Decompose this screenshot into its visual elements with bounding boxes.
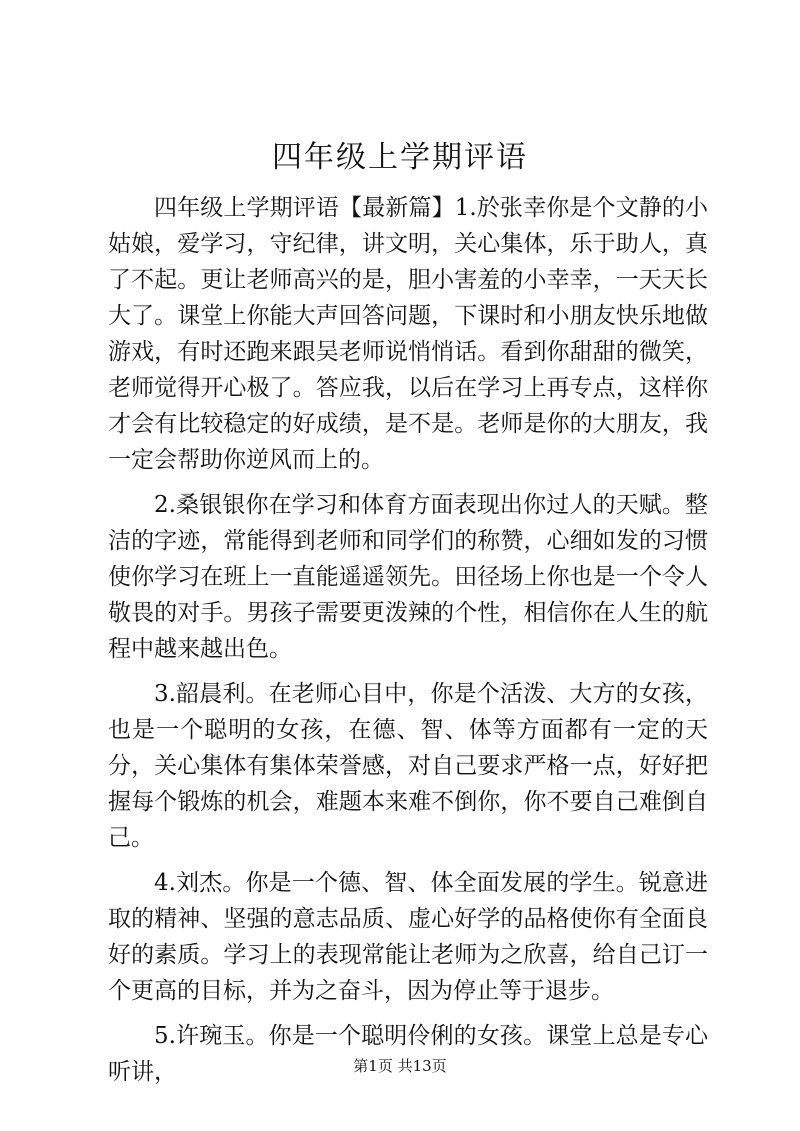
paragraph-2: 2.桑银银你在学习和体育方面表现出你过人的天赋。整洁的字迹，常能得到老师和同学们的称赞，心细如发的习惯使你学习在班上一直能遥遥领先。田径场上你也是一个令人敬畏的对手。男孩子需要更泼辣的个性，相信你在人生的航程中越来越出色。 (108, 492, 708, 662)
document-body (108, 190, 708, 1099)
page-footer: 第1页 共13页 (353, 1057, 447, 1075)
document-title: 四年级上学期评语 (272, 140, 528, 175)
paragraph-5: 5.许琬玉。你是一个聪明伶俐的女孩。课堂上总是专心听讲， (108, 1023, 708, 1085)
paragraph-3: 3.韶晨利。在老师心目中，你是个活泼、大方的女孩，也是一个聪明的女孩，在德、智、体等方面都有一定的天分，关心集体有集体荣誉感，对自己要求严格一点，好好把握每个锻炼的机会，难题本来难不倒你，你不要自己难倒自己。 (108, 681, 708, 851)
paragraph-4: 4.刘杰。你是一个德、智、体全面发展的学生。锐意进取的精神、坚强的意志品质、虚心好学的品格使你有全面良好的素质。学习上的表现常能让老师为之欣喜，给自己订一个更高的目标，并为之奋斗，因为停止等于退步。 (108, 870, 708, 1004)
paragraph-1: 四年级上学期评语【最新篇】1.於张幸你是个文静的小姑娘，爱学习，守纪律，讲文明，关心集体，乐于助人，真了不起。更让老师高兴的是，胆小害羞的小幸幸，一天天长大了。课堂上你能大声回答问题，下课时和小朋友快乐地做游戏，有时还跑来跟吴老师说悄悄话。看到你甜甜的微笑，老师觉得开心极了。答应我，以后在学习上再专点，这样你才会有比较稳定的好成绩，是不是。老师是你的大朋友，我一定会帮助你逆风而上的。 (108, 195, 708, 473)
